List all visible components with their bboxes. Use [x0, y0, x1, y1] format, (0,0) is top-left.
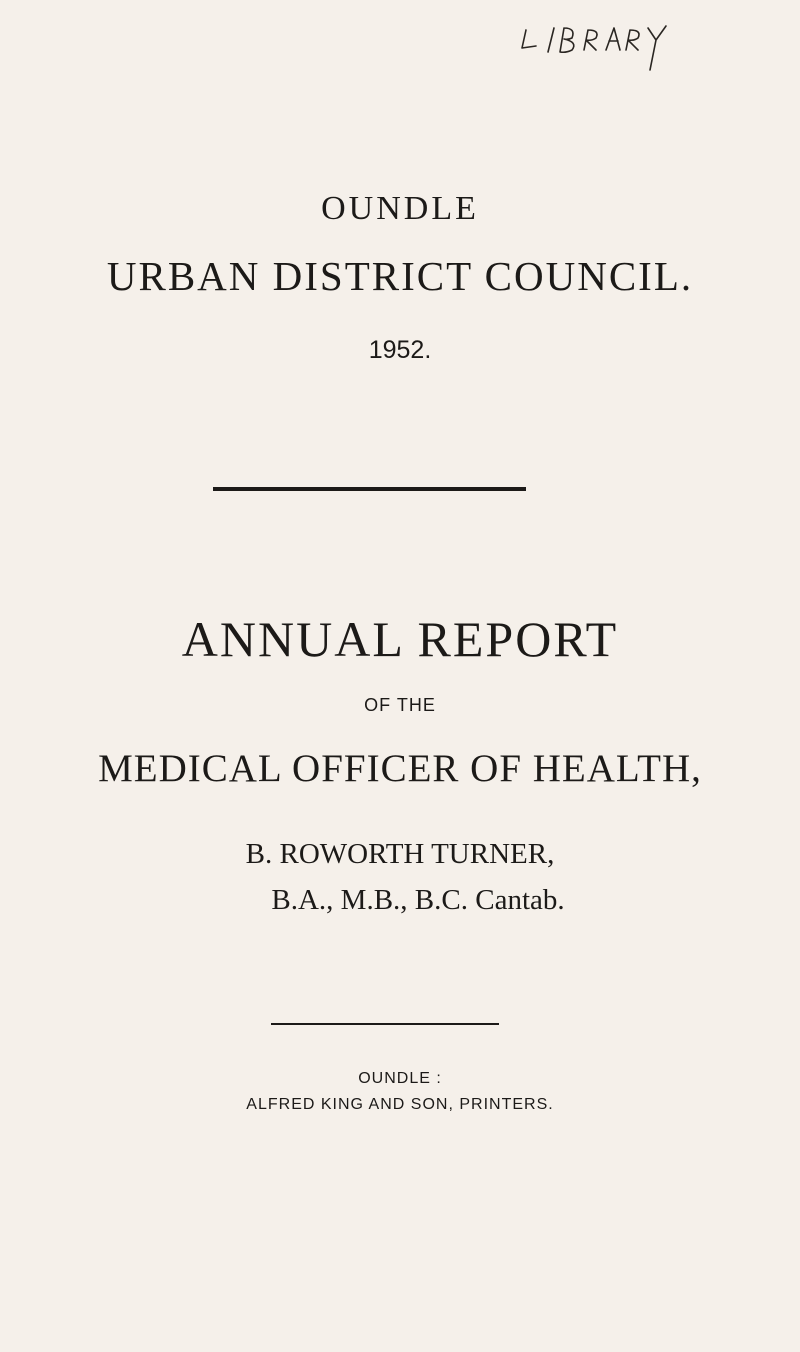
council-town-heading: OUNDLE	[321, 190, 479, 227]
imprint-printer: ALFRED KING AND SON, PRINTERS.	[246, 1096, 554, 1113]
author-degrees: B.A., M.B., B.C. Cantab.	[271, 884, 565, 916]
imprint-place: OUNDLE :	[358, 1070, 442, 1087]
council-name-heading: URBAN DISTRICT COUNCIL.	[106, 253, 694, 299]
report-officer-title: MEDICAL OFFICER OF HEALTH,	[98, 747, 702, 790]
upper-divider-rule	[213, 487, 526, 491]
handwritten-library-annotation	[518, 14, 718, 74]
report-year: 1952.	[368, 336, 432, 364]
lower-divider-rule	[271, 1023, 499, 1025]
report-title: ANNUAL REPORT	[181, 611, 619, 667]
report-subtitle-connector: OF THE	[364, 695, 436, 715]
author-name: B. ROWORTH TURNER,	[245, 838, 555, 870]
